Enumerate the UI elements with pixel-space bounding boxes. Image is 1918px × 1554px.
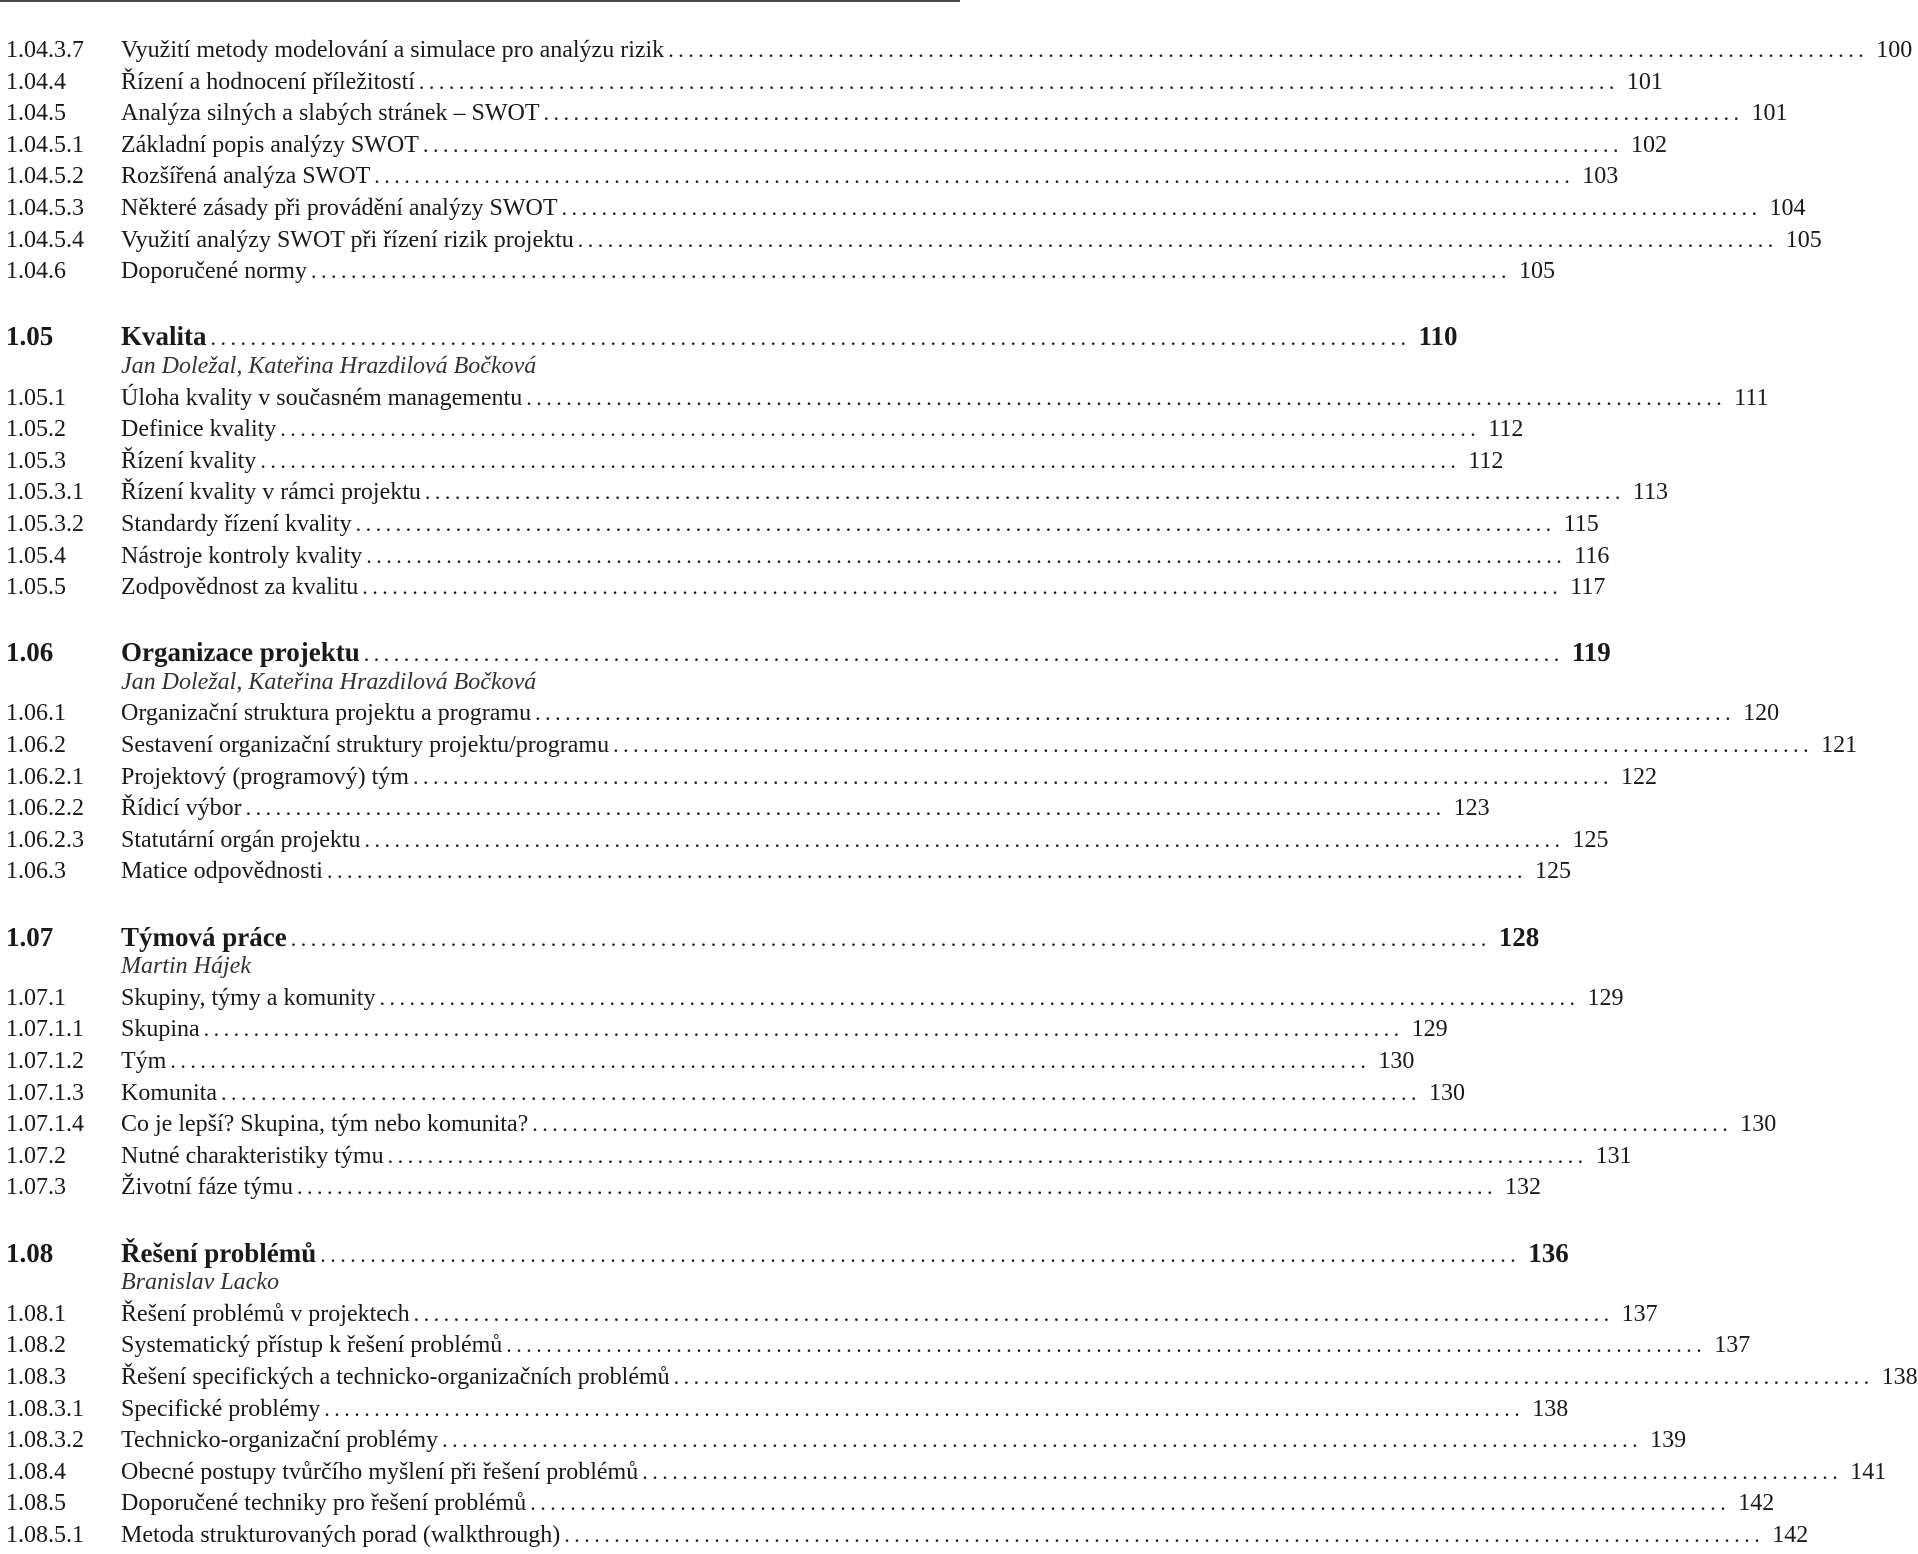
toc-number: 1.04.4 xyxy=(6,68,66,95)
toc-chapter[interactable] xyxy=(6,1237,1569,1270)
toc-page-number: 110 xyxy=(1418,321,1458,352)
toc-title: Technicko-organizační problémy xyxy=(121,1427,439,1454)
dot-leader: ........................................................................................................................ xyxy=(673,1363,1874,1389)
toc-entry[interactable] xyxy=(6,37,1913,69)
toc-entry[interactable] xyxy=(6,858,1571,890)
dot-leader: ........................................................................................................................ xyxy=(379,984,1580,1010)
toc-page-number: 103 xyxy=(1582,163,1619,190)
toc-entry[interactable] xyxy=(6,1300,1658,1333)
toc-title: Řízení kvality v rámci projektu xyxy=(121,479,421,506)
toc-page-number: 125 xyxy=(1534,858,1571,885)
toc-number: 1.05.3.1 xyxy=(6,479,84,506)
toc-number: 1.07.1.4 xyxy=(6,1111,84,1138)
toc-title: Skupina xyxy=(121,1016,200,1043)
section-gap xyxy=(6,290,956,322)
dot-leader: ........................................................................................................................ xyxy=(422,131,1623,157)
toc-entry[interactable] xyxy=(6,447,1504,480)
dot-leader: ........................................................................................................................ xyxy=(310,258,1511,284)
toc-title: Doporučené normy xyxy=(121,258,307,285)
dot-leader: ........................................................................................................................ xyxy=(412,763,1613,789)
toc-page-number: 130 xyxy=(1740,1111,1777,1138)
toc-page-number: 112 xyxy=(1468,447,1504,474)
dot-leader: ........................................................................................................................ xyxy=(366,542,1567,568)
toc-title: Rozšířená analýza SWOT xyxy=(121,163,371,190)
section-gap xyxy=(6,606,956,638)
toc-page-number: 100 xyxy=(1876,37,1913,63)
toc-title: Životní fáze týmu xyxy=(121,1174,293,1201)
dot-leader: ........................................................................................................................ xyxy=(642,1458,1843,1484)
toc-page-number: 112 xyxy=(1488,416,1524,443)
toc-number: 1.05.2 xyxy=(6,416,66,443)
toc-title: Řešení specifických a technicko-organizačních problémů xyxy=(121,1363,670,1390)
dot-leader: ........................................................................................................................ xyxy=(424,479,1625,505)
toc-number: 1.05.3 xyxy=(6,447,66,474)
toc-title: Skupiny, týmy a komunity xyxy=(121,984,376,1011)
dot-leader: ........................................................................................................................ xyxy=(387,1142,1588,1168)
toc-number: 1.06.2 xyxy=(6,732,66,759)
toc-title: Řízení a hodnocení příležitostí xyxy=(121,68,415,95)
toc-page-number: 121 xyxy=(1821,732,1858,759)
toc-page-number: 128 xyxy=(1498,921,1540,952)
toc-number: 1.04.5 xyxy=(6,100,66,127)
toc-page-number: 122 xyxy=(1620,763,1657,790)
toc-entry[interactable] xyxy=(6,1016,1448,1048)
toc-page-number: 105 xyxy=(1785,226,1822,253)
dot-leader: ........................................................................................................................ xyxy=(363,641,1564,667)
toc-page-number: 111 xyxy=(1734,384,1769,411)
toc-page-number: 129 xyxy=(1411,1016,1448,1043)
toc-number: 1.07.1.3 xyxy=(6,1079,84,1106)
toc-number: 1.06.2.3 xyxy=(6,826,84,853)
toc-entry[interactable] xyxy=(6,1490,1775,1522)
toc-number: 1.08 xyxy=(6,1237,54,1268)
toc-title: Systematický přístup k řešení problémů xyxy=(121,1332,503,1359)
toc-number: 1.05.3.2 xyxy=(6,510,84,537)
toc-title: Nástroje kontroly kvality xyxy=(121,542,363,569)
toc-author xyxy=(6,353,956,385)
toc-entry[interactable] xyxy=(6,1521,1809,1554)
toc-chapter[interactable] xyxy=(6,921,1540,954)
dot-leader: ........................................................................................................................ xyxy=(210,325,1411,351)
toc-title: Standardy řízení kvality xyxy=(121,510,352,537)
toc-title: Úloha kvality v současném managementu xyxy=(121,384,523,411)
toc-entry[interactable] xyxy=(6,68,1663,101)
toc-page-number: 102 xyxy=(1630,131,1667,158)
toc-entry[interactable] xyxy=(6,700,1780,732)
toc-page-number: 130 xyxy=(1429,1079,1465,1106)
toc-entry[interactable] xyxy=(6,510,1599,543)
toc-title: Nutné charakteristiky týmu xyxy=(121,1142,384,1169)
toc-title: Projektový (programový) tým xyxy=(121,763,409,790)
author-names: Martin Hájek xyxy=(121,953,251,980)
toc-entry[interactable] xyxy=(6,1363,1918,1396)
toc-number: 1.08.3.1 xyxy=(6,1395,84,1422)
toc-title: Definice kvality xyxy=(121,416,277,443)
dot-leader: ........................................................................................................................ xyxy=(362,574,1563,600)
dot-leader: ........................................................................................................................ xyxy=(364,826,1565,852)
toc-entry[interactable] xyxy=(6,100,1788,132)
toc-entry[interactable] xyxy=(6,194,1806,227)
dot-leader: ........................................................................................................................ xyxy=(418,68,1619,94)
toc-title: Řídicí výbor xyxy=(121,795,242,822)
toc-title: Řešení problémů v projektech xyxy=(121,1300,410,1327)
dot-leader: ........................................................................................................................ xyxy=(374,163,1575,189)
table-of-contents xyxy=(6,37,1918,1554)
dot-leader: ........................................................................................................................ xyxy=(532,1111,1733,1137)
toc-number: 1.07 xyxy=(6,921,54,952)
toc-page-number: 115 xyxy=(1563,510,1599,537)
toc-number: 1.08.3.2 xyxy=(6,1427,84,1454)
toc-entry[interactable] xyxy=(6,163,1619,195)
dot-leader: ........................................................................................................................ xyxy=(324,1395,1525,1421)
toc-page-number: 142 xyxy=(1772,1521,1809,1548)
toc-title: Týmová práce xyxy=(121,921,287,952)
toc-page-number: 138 xyxy=(1881,1363,1918,1390)
toc-entry[interactable] xyxy=(6,1458,1887,1491)
toc-number: 1.07.1 xyxy=(6,984,66,1011)
toc-entry[interactable] xyxy=(6,1395,1569,1428)
toc-page-number: 119 xyxy=(1571,637,1611,668)
dot-leader: ........................................................................................................................ xyxy=(245,795,1446,821)
toc-page-number: 139 xyxy=(1650,1427,1687,1454)
dot-leader: ........................................................................................................................ xyxy=(577,226,1778,252)
toc-page-number: 138 xyxy=(1532,1395,1569,1422)
author-names: Branislav Lacko xyxy=(121,1269,279,1296)
toc-title: Analýza silných a slabých stránek – SWOT xyxy=(121,100,540,127)
toc-page-number: 101 xyxy=(1751,100,1788,127)
toc-number: 1.07.1.2 xyxy=(6,1048,84,1074)
toc-page-number: 137 xyxy=(1714,1332,1751,1359)
toc-entry[interactable] xyxy=(6,574,1606,606)
dot-leader: ........................................................................................................................ xyxy=(613,732,1814,758)
toc-number: 1.05.1 xyxy=(6,384,66,411)
toc-title: Organizace projektu xyxy=(121,637,360,668)
toc-number: 1.08.3 xyxy=(6,1363,66,1390)
toc-title: Zodpovědnost za kvalitu xyxy=(121,574,359,601)
section-gap xyxy=(6,1206,956,1238)
toc-entry[interactable] xyxy=(6,763,1657,796)
toc-title: Statutární orgán projektu xyxy=(121,826,361,853)
toc-title: Specifické problémy xyxy=(121,1395,321,1422)
toc-number: 1.05.5 xyxy=(6,574,66,601)
toc-title: Co je lepší? Skupina, tým nebo komunita? xyxy=(121,1111,529,1138)
toc-entry[interactable] xyxy=(6,131,1667,164)
toc-page-number: 123 xyxy=(1453,795,1490,822)
dot-leader: ........................................................................................................................ xyxy=(280,416,1481,442)
toc-entry[interactable] xyxy=(6,984,1624,1017)
toc-entry[interactable] xyxy=(6,732,1858,764)
dot-leader: ........................................................................................................................ xyxy=(543,100,1744,126)
toc-entry[interactable] xyxy=(6,1427,1687,1459)
dot-leader: ........................................................................................................................ xyxy=(564,1521,1765,1547)
dot-leader: ........................................................................................................................ xyxy=(530,1490,1731,1516)
toc-entry[interactable] xyxy=(6,542,1610,575)
toc-number: 1.06.1 xyxy=(6,700,66,727)
toc-title: Organizační struktura projektu a programu xyxy=(121,700,532,727)
dot-leader: ........................................................................................................................ xyxy=(326,858,1527,884)
author-names: Jan Doležal, Kateřina Hrazdilová Bočková xyxy=(121,668,537,695)
toc-number: 1.08.5 xyxy=(6,1490,66,1517)
toc-entry[interactable] xyxy=(6,226,1822,259)
toc-number: 1.08.4 xyxy=(6,1458,66,1485)
toc-number: 1.06 xyxy=(6,637,54,668)
toc-number: 1.06.3 xyxy=(6,858,66,885)
toc-number: 1.07.3 xyxy=(6,1174,66,1201)
dot-leader: ........................................................................................................................ xyxy=(442,1427,1643,1453)
toc-title: Základní popis analýzy SWOT xyxy=(121,131,419,158)
toc-number: 1.04.5.1 xyxy=(6,131,84,158)
toc-number: 1.08.2 xyxy=(6,1332,66,1359)
toc-entry[interactable] xyxy=(6,1332,1751,1364)
toc-page-number: 120 xyxy=(1743,700,1780,727)
toc-title: Tým xyxy=(121,1048,167,1074)
top-rule xyxy=(0,0,960,2)
section-gap xyxy=(6,890,956,922)
toc-chapter[interactable] xyxy=(6,321,1458,353)
dot-leader: ........................................................................................................................ xyxy=(506,1332,1707,1358)
toc-number: 1.07.1.1 xyxy=(6,1016,84,1043)
toc-author xyxy=(6,953,956,985)
toc-page-number: 113 xyxy=(1632,479,1669,506)
dot-leader: ........................................................................................................................ xyxy=(170,1048,1371,1073)
toc-page-number: 101 xyxy=(1626,68,1663,95)
toc-entry[interactable] xyxy=(6,1111,1777,1143)
dot-leader: ........................................................................................................................ xyxy=(535,700,1736,726)
toc-page-number: 136 xyxy=(1528,1237,1569,1268)
toc-page-number: 131 xyxy=(1595,1142,1632,1169)
toc-title: Doporučené techniky pro řešení problémů xyxy=(121,1490,527,1517)
dot-leader: ........................................................................................................................ xyxy=(561,194,1762,220)
toc-page-number: 105 xyxy=(1518,258,1555,285)
toc-number: 1.06.2.2 xyxy=(6,795,84,822)
toc-number: 1.04.5.2 xyxy=(6,163,84,190)
toc-title: Metoda strukturovaných porad (walkthrough) xyxy=(121,1521,561,1548)
toc-entry[interactable] xyxy=(6,479,1669,511)
toc-number: 1.08.5.1 xyxy=(6,1521,84,1548)
toc-number: 1.07.2 xyxy=(6,1142,66,1169)
dot-leader: ........................................................................................................................ xyxy=(290,925,1491,951)
toc-page-number: 117 xyxy=(1570,574,1606,601)
toc-entry[interactable] xyxy=(6,416,1524,448)
toc-title: Matice odpovědnosti xyxy=(121,858,323,885)
toc-chapter[interactable] xyxy=(6,637,1611,669)
toc-title: Využití analýzy SWOT při řízení rizik projektu xyxy=(121,226,574,253)
toc-number: 1.05 xyxy=(6,321,54,352)
toc-page-number: 132 xyxy=(1504,1174,1541,1201)
dot-leader: ........................................................................................................................ xyxy=(355,510,1556,536)
toc-page-number: 141 xyxy=(1850,1458,1887,1485)
toc-number: 1.04.6 xyxy=(6,258,66,285)
toc-entry[interactable] xyxy=(6,1048,1415,1080)
dot-leader: ........................................................................................................................ xyxy=(221,1079,1421,1105)
toc-number: 1.04.3.7 xyxy=(6,37,84,63)
toc-title: Komunita xyxy=(121,1079,217,1106)
toc-number: 1.06.2.1 xyxy=(6,763,84,790)
dot-leader: ........................................................................................................................ xyxy=(413,1300,1614,1326)
dot-leader: ........................................................................................................................ xyxy=(668,37,1869,62)
toc-entry[interactable] xyxy=(6,384,1769,417)
toc-page-number: 125 xyxy=(1572,826,1609,853)
toc-page-number: 137 xyxy=(1621,1300,1658,1327)
toc-author xyxy=(6,669,956,701)
toc-entry[interactable] xyxy=(6,826,1609,859)
dot-leader: ........................................................................................................................ xyxy=(260,447,1461,473)
toc-title: Využití metody modelování a simulace pro analýzu rizik xyxy=(121,37,665,63)
dot-leader: ........................................................................................................................ xyxy=(526,384,1727,410)
toc-page-number: 104 xyxy=(1769,194,1806,221)
toc-entry[interactable] xyxy=(6,1174,1541,1206)
dot-leader: ........................................................................................................................ xyxy=(296,1174,1497,1200)
toc-title: Řešení problémů xyxy=(121,1237,317,1268)
dot-leader: ........................................................................................................................ xyxy=(203,1016,1404,1042)
toc-page-number: 142 xyxy=(1738,1490,1775,1517)
toc-entry[interactable] xyxy=(6,795,1490,827)
toc-page-number: 116 xyxy=(1574,542,1610,569)
toc-number: 1.04.5.4 xyxy=(6,226,84,253)
toc-title: Kvalita xyxy=(121,321,207,352)
toc-title: Obecné postupy tvůrčího myšlení při řešení problémů xyxy=(121,1458,639,1485)
toc-number: 1.04.5.3 xyxy=(6,194,84,221)
toc-entry[interactable] xyxy=(6,1142,1632,1175)
toc-page-number: 129 xyxy=(1587,984,1624,1011)
author-names: Jan Doležal, Kateřina Hrazdilová Bočková xyxy=(121,352,537,379)
toc-title: Řízení kvality xyxy=(121,447,257,474)
toc-entry[interactable] xyxy=(6,258,1555,290)
toc-entry[interactable] xyxy=(6,1079,1465,1112)
toc-title: Sestavení organizační struktury projektu/programu xyxy=(121,732,610,759)
toc-title: Některé zásady při provádění analýzy SWOT xyxy=(121,194,558,221)
toc-number: 1.08.1 xyxy=(6,1300,66,1327)
toc-page-number: 130 xyxy=(1378,1048,1415,1074)
dot-leader: ........................................................................................................................ xyxy=(320,1241,1521,1267)
toc-number: 1.05.4 xyxy=(6,542,66,569)
toc-author xyxy=(6,1269,956,1301)
